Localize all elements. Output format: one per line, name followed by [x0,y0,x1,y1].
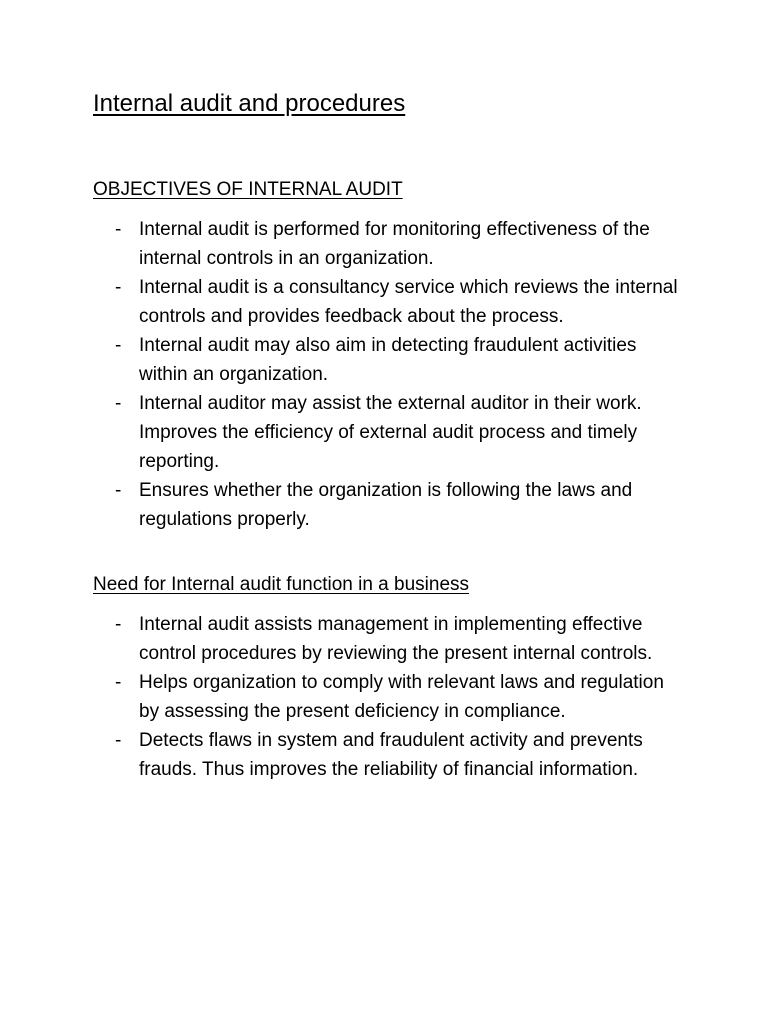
objectives-list [0,215,768,534]
list-item [0,331,679,389]
section-heading-need: Need for Internal audit function in a business [93,574,470,595]
bullet-dash: - [115,335,122,356]
section-heading-objectives: OBJECTIVES OF INTERNAL AUDIT [93,179,403,200]
bullet-dash: - [115,393,122,414]
page-title: Internal audit and procedures [93,90,406,117]
list-item-text: Helps organization to comply with relevant laws and regulation by assessing the present deficiency in compliance. [139,672,664,722]
list-item-text: Internal audit assists management in implementing effective control procedures by reviewing the present internal controls. [139,614,653,664]
bullet-dash: - [115,480,122,501]
list-item [0,668,679,726]
list-item-text: Internal auditor may assist the external auditor in their work. Improves the efficiency of external audit process and timely reporting. [139,393,642,472]
bullet-dash: - [115,672,122,693]
list-item [0,726,679,784]
list-item-text: Detects flaws in system and fraudulent activity and prevents frauds. Thus improves the reliability of financial information. [139,730,643,780]
list-item [0,610,679,668]
list-item [0,389,679,476]
list-item [0,476,679,534]
list-item-text: Internal audit is performed for monitoring effectiveness of the internal controls in an organization. [139,219,650,269]
list-item [0,215,679,273]
bullet-dash: - [115,277,122,298]
list-item-text: Internal audit is a consultancy service which reviews the internal controls and provides feedback about the process. [139,277,678,327]
bullet-dash: - [115,730,122,751]
list-item [0,273,679,331]
list-item-text: Ensures whether the organization is following the laws and regulations properly. [139,480,633,530]
list-item-text: Internal audit may also aim in detecting fraudulent activities within an organization. [139,335,637,385]
need-list [0,610,768,784]
bullet-dash: - [115,219,122,240]
bullet-dash: - [115,614,122,635]
